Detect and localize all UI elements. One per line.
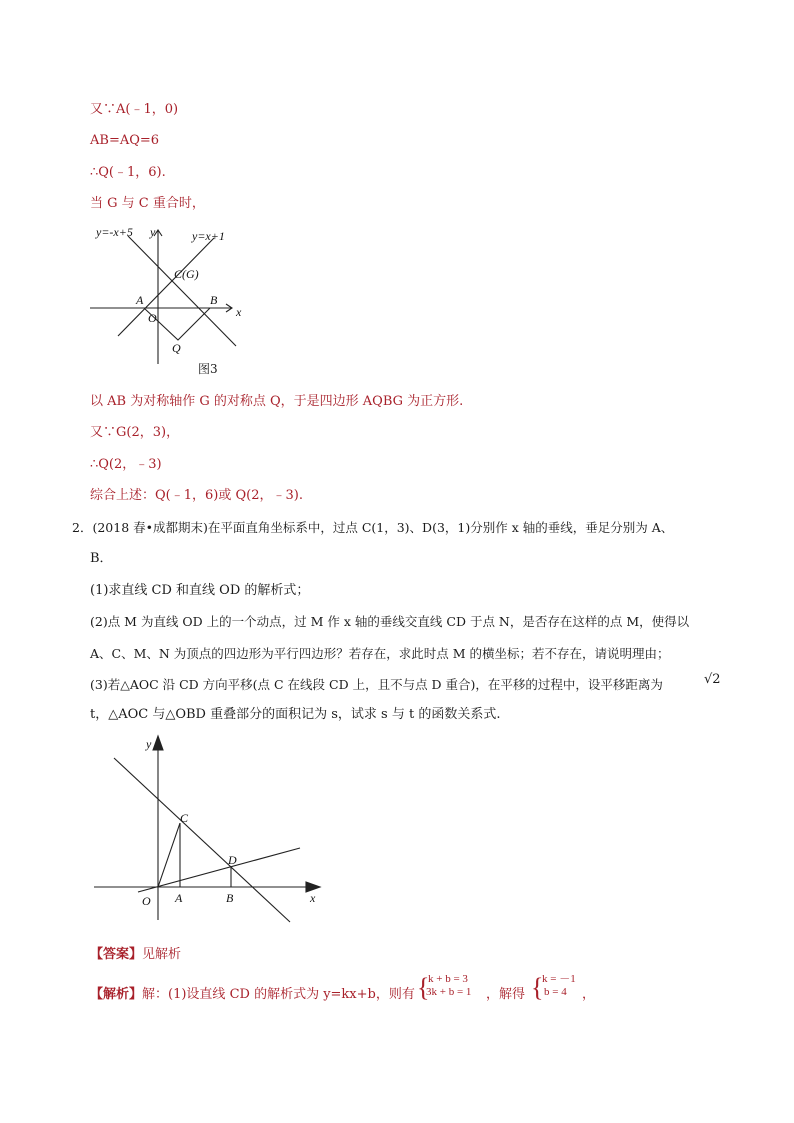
line-y-neg-x-plus-5 [128,236,236,346]
label-b: B [210,293,218,307]
equation-1b: 3k + b = 1 [426,986,472,998]
equation-2b: b = 4 [544,986,567,998]
label-c: C [180,811,189,825]
solution-line-5: 以 AB 为对称轴作 G 的对称点 Q，于是四边形 AQBG 为正方形. [90,394,464,409]
label-o: O [148,311,157,325]
solution-line-2: AB=AQ=6 [90,133,160,148]
solution-line-1: 又∵A(﹣1，0) [90,102,179,117]
label-q: Q [172,341,181,355]
solution-line-4: 当 G 与 C 重合时， [90,196,205,211]
question-2b: A、C、M、N 为顶点的四边形为平行四边形？若存在，求此时点 M 的横坐标；若不存在，请说明理由； [90,646,670,661]
label-a: A [175,891,183,905]
sqrt2: √2 [704,672,721,687]
analysis-text3: ， [582,987,596,1002]
analysis-text1: 解：(1)设直线 CD 的解析式为 y=kx+b，则有 [142,987,415,1002]
label-y: y [150,225,156,239]
label-line2: y=x+1 [192,229,225,243]
problem2-stem-1: 2．(2018 春•成都期末)在平面直角坐标系中，过点 C(1，3)、D(3，1)分别作 x 轴的垂线，垂足分别为 A、 [72,520,674,535]
answer-tag: 【答案】 [90,947,143,962]
answer-line [90,946,181,964]
question-3b: t，△AOC 与△OBD 重叠部分的面积记为 s，试求 s 与 t 的函数关系式. [90,707,501,722]
label-line1: y=-x+5 [96,225,133,239]
brace-2: { [531,973,544,1002]
equation-1a: k + b = 3 [428,973,468,985]
question-1: (1)求直线 CD 和直线 OD 的解析式； [90,583,310,598]
line-y-x-plus-1 [118,238,214,336]
problem2-stem-2: B． [90,551,113,566]
solution-line-7: ∴Q(2，﹣3) [90,457,162,472]
question-2a: (2)点 M 为直线 OD 上的一个动点，过 M 作 x 轴的垂线交直线 CD 于点 N，是否存在这样的点 M，使得以 [90,614,690,629]
answer-text: 见解析 [142,947,182,962]
analysis-text2: ，解得 [486,987,526,1002]
solution-line-6: 又∵G(2，3)， [90,425,180,440]
figure3-caption: 图3 [198,362,218,376]
solution-line-8: 综合上述：Q(﹣1，6)或 Q(2，﹣3). [90,488,303,503]
segment-oc [158,823,180,887]
question-3a: (3)若△AOC 沿 CD 方向平移(点 C 在线段 CD 上，且不与点 D 重合)，在平移的过程中，设平移距离为 [90,677,663,692]
label-x: x [236,305,242,319]
label-o: O [142,894,151,908]
analysis-tag: 【解析】 [90,987,143,1002]
y-axis-arrow [153,736,163,750]
label-x: x [310,891,316,905]
label-cg: C(G) [174,267,199,281]
equation-2a: k = －1 [542,973,576,985]
figure-3 [88,224,278,384]
solution-line-3: ∴Q(﹣1，6). [90,165,166,180]
line-od [138,848,300,892]
figure-problem2 [90,730,340,925]
line-cd [114,758,290,922]
label-a: A [136,293,144,307]
label-d: D [228,853,237,867]
analysis-line [90,986,415,1004]
label-y: y [146,737,152,751]
brace-1: { [417,973,430,1002]
label-b: B [226,891,234,905]
